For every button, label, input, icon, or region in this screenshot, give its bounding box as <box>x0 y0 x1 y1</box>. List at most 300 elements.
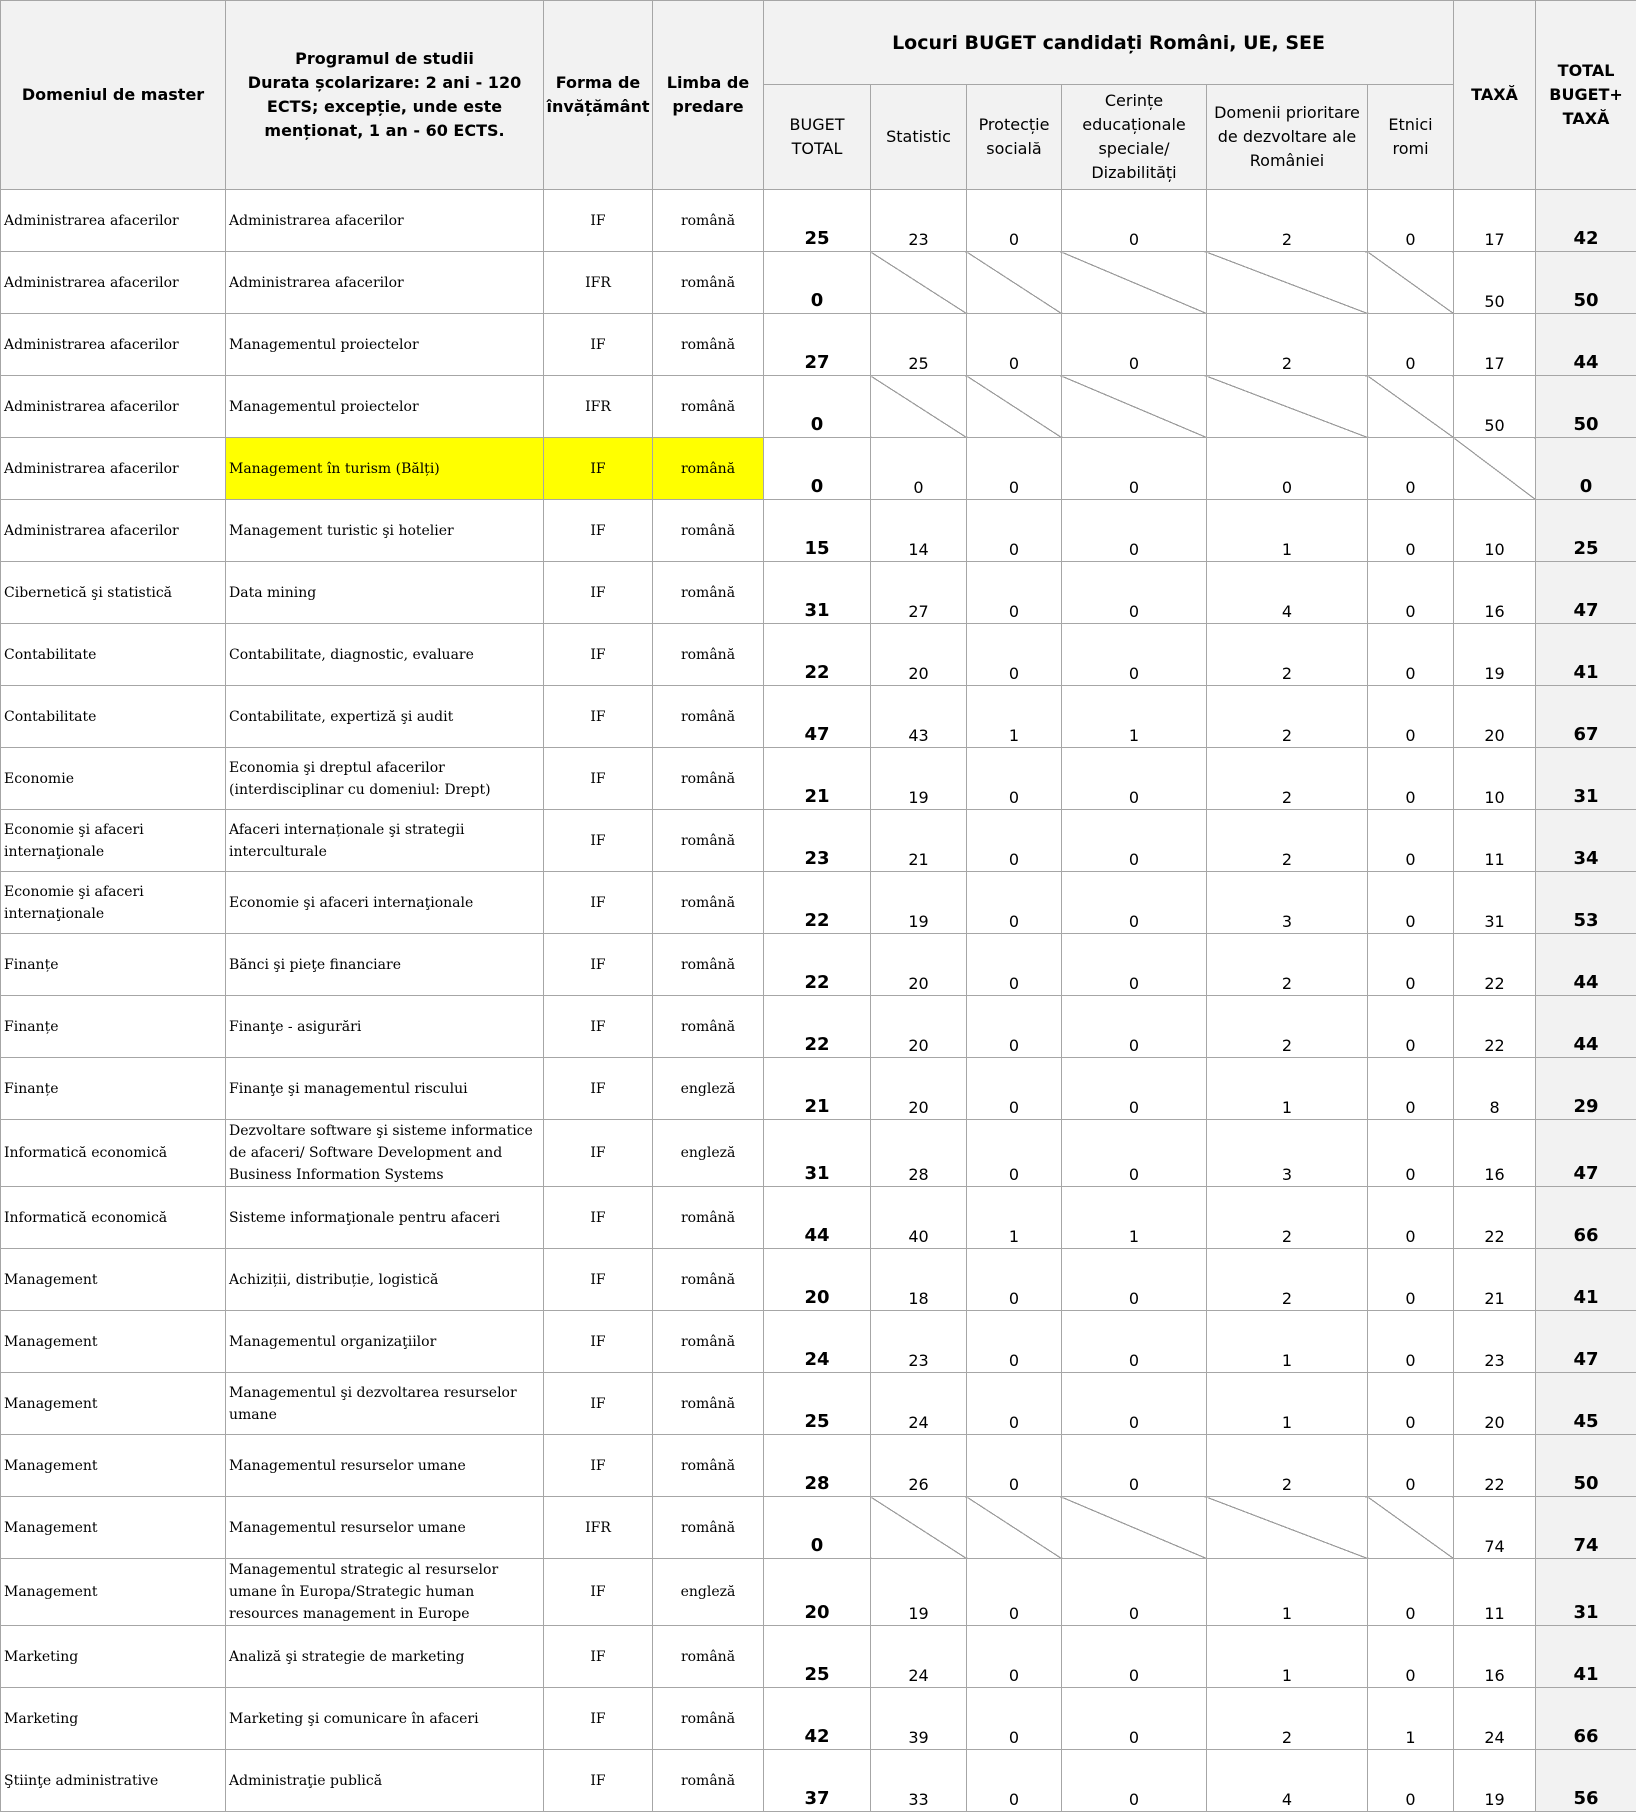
cell-budget-total: 21 <box>764 1058 871 1120</box>
cell-domain: Administrarea afacerilor <box>1 252 226 314</box>
cell-domain: Finanțe <box>1 1058 226 1120</box>
cell-fee: 20 <box>1454 1373 1536 1435</box>
table-row <box>1 1435 1636 1497</box>
cell-language: română <box>653 1688 764 1750</box>
cell-form: IF <box>544 1559 653 1626</box>
cell-grand-total: 44 <box>1536 314 1636 376</box>
cell-domain: Contabilitate <box>1 624 226 686</box>
cell-priority <box>1207 252 1368 314</box>
cell-priority: 1 <box>1207 1626 1368 1688</box>
cell-program: Managementul strategic al resurselor umane în Europa/Strategic human resources management in Europe <box>226 1559 544 1626</box>
cell-form: IF <box>544 748 653 810</box>
cell-priority: 0 <box>1207 438 1368 500</box>
cell-roma: 0 <box>1368 1187 1454 1249</box>
cell-budget-total: 27 <box>764 314 871 376</box>
cell-special: 0 <box>1062 1373 1207 1435</box>
cell-priority <box>1207 1497 1368 1559</box>
table-row <box>1 1626 1636 1688</box>
cell-statistic: 14 <box>871 500 967 562</box>
cell-language: română <box>653 996 764 1058</box>
cell-domain: Informatică economică <box>1 1120 226 1187</box>
cell-form: IF <box>544 1311 653 1373</box>
cell-language: engleză <box>653 1120 764 1187</box>
cell-domain: Administrarea afacerilor <box>1 190 226 252</box>
cell-domain: Management <box>1 1373 226 1435</box>
cell-statistic: 24 <box>871 1373 967 1435</box>
cell-roma: 0 <box>1368 872 1454 934</box>
table-row <box>1 748 1636 810</box>
cell-form: IF <box>544 500 653 562</box>
cell-social: 0 <box>967 1688 1062 1750</box>
cell-language: engleză <box>653 1058 764 1120</box>
table-row <box>1 810 1636 872</box>
cell-language: română <box>653 1626 764 1688</box>
cell-form: IF <box>544 1750 653 1812</box>
cell-program: Management în turism (Bălți) <box>226 438 544 500</box>
cell-budget-total: 0 <box>764 376 871 438</box>
cell-special: 0 <box>1062 500 1207 562</box>
cell-roma: 0 <box>1368 748 1454 810</box>
cell-budget-total: 15 <box>764 500 871 562</box>
table-row <box>1 376 1636 438</box>
table-row <box>1 1120 1636 1187</box>
cell-grand-total: 31 <box>1536 748 1636 810</box>
cell-special: 0 <box>1062 748 1207 810</box>
cell-grand-total: 29 <box>1536 1058 1636 1120</box>
cell-fee: 50 <box>1454 252 1536 314</box>
cell-grand-total: 66 <box>1536 1688 1636 1750</box>
cell-domain: Informatică economică <box>1 1187 226 1249</box>
cell-language: română <box>653 314 764 376</box>
header-budget-group: Locuri BUGET candidați Români, UE, SEE <box>764 1 1454 85</box>
cell-social: 1 <box>967 1187 1062 1249</box>
cell-fee: 19 <box>1454 624 1536 686</box>
cell-social: 0 <box>967 624 1062 686</box>
cell-grand-total: 42 <box>1536 190 1636 252</box>
cell-fee: 11 <box>1454 1559 1536 1626</box>
cell-fee: 22 <box>1454 996 1536 1058</box>
cell-domain: Marketing <box>1 1688 226 1750</box>
cell-domain: Administrarea afacerilor <box>1 500 226 562</box>
table-row <box>1 1750 1636 1812</box>
cell-priority: 2 <box>1207 1688 1368 1750</box>
cell-language: română <box>653 686 764 748</box>
cell-priority: 2 <box>1207 748 1368 810</box>
cell-roma: 0 <box>1368 562 1454 624</box>
cell-program: Managementul resurselor umane <box>226 1497 544 1559</box>
cell-domain: Management <box>1 1311 226 1373</box>
cell-fee: 22 <box>1454 934 1536 996</box>
cell-language: română <box>653 1497 764 1559</box>
cell-budget-total: 20 <box>764 1559 871 1626</box>
cell-form: IF <box>544 190 653 252</box>
cell-budget-total: 24 <box>764 1311 871 1373</box>
cell-form: IF <box>544 1373 653 1435</box>
cell-statistic: 0 <box>871 438 967 500</box>
cell-priority <box>1207 376 1368 438</box>
cell-fee: 50 <box>1454 376 1536 438</box>
table-row <box>1 1187 1636 1249</box>
cell-statistic: 19 <box>871 748 967 810</box>
cell-form: IFR <box>544 376 653 438</box>
cell-language: română <box>653 500 764 562</box>
cell-domain: Economie şi afaceri internaţionale <box>1 872 226 934</box>
cell-social: 0 <box>967 748 1062 810</box>
cell-social: 0 <box>967 1249 1062 1311</box>
cell-domain: Management <box>1 1435 226 1497</box>
table-row <box>1 1688 1636 1750</box>
cell-form: IF <box>544 1058 653 1120</box>
cell-budget-total: 20 <box>764 1249 871 1311</box>
cell-statistic: 25 <box>871 314 967 376</box>
cell-roma: 0 <box>1368 686 1454 748</box>
cell-priority: 3 <box>1207 1120 1368 1187</box>
cell-program: Administraţie publică <box>226 1750 544 1812</box>
cell-budget-total: 37 <box>764 1750 871 1812</box>
cell-domain: Finanțe <box>1 934 226 996</box>
cell-form: IF <box>544 314 653 376</box>
cell-grand-total: 47 <box>1536 562 1636 624</box>
cell-grand-total: 25 <box>1536 500 1636 562</box>
table-row <box>1 1497 1636 1559</box>
cell-form: IF <box>544 562 653 624</box>
cell-language: română <box>653 376 764 438</box>
cell-program: Economia şi dreptul afacerilor (interdisciplinar cu domeniul: Drept) <box>226 748 544 810</box>
header-program <box>226 1 544 190</box>
cell-form: IF <box>544 872 653 934</box>
cell-grand-total: 47 <box>1536 1311 1636 1373</box>
cell-roma: 0 <box>1368 1311 1454 1373</box>
cell-priority: 2 <box>1207 1249 1368 1311</box>
cell-domain: Cibernetică şi statistică <box>1 562 226 624</box>
cell-statistic: 19 <box>871 872 967 934</box>
cell-language: română <box>653 562 764 624</box>
cell-special: 1 <box>1062 686 1207 748</box>
cell-grand-total: 41 <box>1536 1249 1636 1311</box>
cell-program: Sisteme informaţionale pentru afaceri <box>226 1187 544 1249</box>
cell-fee: 16 <box>1454 562 1536 624</box>
cell-grand-total: 0 <box>1536 438 1636 500</box>
cell-roma: 0 <box>1368 1750 1454 1812</box>
cell-language: română <box>653 624 764 686</box>
cell-program: Contabilitate, diagnostic, evaluare <box>226 624 544 686</box>
cell-roma: 0 <box>1368 1058 1454 1120</box>
cell-form: IF <box>544 1435 653 1497</box>
cell-social: 0 <box>967 872 1062 934</box>
cell-social <box>967 1497 1062 1559</box>
header-fee: TAXĂ <box>1454 1 1536 190</box>
table-row <box>1 500 1636 562</box>
cell-budget-total: 22 <box>764 624 871 686</box>
cell-grand-total: 53 <box>1536 872 1636 934</box>
cell-statistic <box>871 252 967 314</box>
cell-domain: Economie şi afaceri internaţionale <box>1 810 226 872</box>
cell-language: română <box>653 252 764 314</box>
cell-social: 0 <box>967 1559 1062 1626</box>
cell-form: IF <box>544 1249 653 1311</box>
cell-budget-total: 21 <box>764 748 871 810</box>
cell-special: 0 <box>1062 314 1207 376</box>
cell-roma: 0 <box>1368 1626 1454 1688</box>
cell-priority: 2 <box>1207 624 1368 686</box>
table-row <box>1 562 1636 624</box>
cell-statistic: 21 <box>871 810 967 872</box>
header-program-note: Durata școlarizare: 2 ani - 120 ECTS; excepție, unde este menționat, 1 an - 60 ECTS. <box>226 71 543 143</box>
cell-special: 0 <box>1062 1559 1207 1626</box>
cell-language: română <box>653 872 764 934</box>
cell-priority: 1 <box>1207 1559 1368 1626</box>
cell-social: 0 <box>967 1626 1062 1688</box>
cell-language: română <box>653 1249 764 1311</box>
cell-roma: 0 <box>1368 1435 1454 1497</box>
cell-fee: 16 <box>1454 1626 1536 1688</box>
cell-language: română <box>653 1750 764 1812</box>
cell-social: 0 <box>967 1373 1062 1435</box>
cell-language: engleză <box>653 1559 764 1626</box>
cell-statistic: 20 <box>871 624 967 686</box>
table-row <box>1 624 1636 686</box>
cell-domain: Management <box>1 1497 226 1559</box>
cell-statistic <box>871 376 967 438</box>
cell-social <box>967 376 1062 438</box>
cell-social: 0 <box>967 1311 1062 1373</box>
cell-statistic: 39 <box>871 1688 967 1750</box>
cell-domain: Finanțe <box>1 996 226 1058</box>
cell-special: 0 <box>1062 1249 1207 1311</box>
cell-form: IFR <box>544 1497 653 1559</box>
cell-program: Administrarea afacerilor <box>226 190 544 252</box>
cell-budget-total: 0 <box>764 252 871 314</box>
cell-fee: 31 <box>1454 872 1536 934</box>
header-social: Protecție socială <box>967 85 1062 190</box>
cell-language: română <box>653 810 764 872</box>
cell-form: IF <box>544 810 653 872</box>
cell-roma: 0 <box>1368 1249 1454 1311</box>
cell-budget-total: 42 <box>764 1688 871 1750</box>
cell-priority: 2 <box>1207 314 1368 376</box>
cell-fee: 21 <box>1454 1249 1536 1311</box>
cell-fee <box>1454 438 1536 500</box>
cell-language: română <box>653 438 764 500</box>
cell-social: 0 <box>967 1058 1062 1120</box>
cell-special: 0 <box>1062 1435 1207 1497</box>
cell-budget-total: 31 <box>764 562 871 624</box>
cell-fee: 23 <box>1454 1311 1536 1373</box>
cell-budget-total: 47 <box>764 686 871 748</box>
header-roma: Etnici romi <box>1368 85 1454 190</box>
cell-fee: 24 <box>1454 1688 1536 1750</box>
cell-program: Economie şi afaceri internaţionale <box>226 872 544 934</box>
cell-social <box>967 252 1062 314</box>
cell-domain: Ştiinţe administrative <box>1 1750 226 1812</box>
cell-statistic: 26 <box>871 1435 967 1497</box>
cell-priority: 2 <box>1207 996 1368 1058</box>
cell-special: 0 <box>1062 438 1207 500</box>
cell-budget-total: 0 <box>764 438 871 500</box>
cell-social: 0 <box>967 562 1062 624</box>
cell-roma: 0 <box>1368 1559 1454 1626</box>
cell-special: 0 <box>1062 934 1207 996</box>
cell-program: Finanţe - asigurări <box>226 996 544 1058</box>
table-row <box>1 314 1636 376</box>
table-body <box>1 190 1636 1812</box>
header-domain: Domeniul de master <box>1 1 226 190</box>
cell-form: IF <box>544 624 653 686</box>
cell-special: 0 <box>1062 872 1207 934</box>
cell-grand-total: 66 <box>1536 1187 1636 1249</box>
cell-social: 1 <box>967 686 1062 748</box>
cell-grand-total: 45 <box>1536 1373 1636 1435</box>
cell-statistic: 18 <box>871 1249 967 1311</box>
cell-roma: 0 <box>1368 1120 1454 1187</box>
cell-budget-total: 25 <box>764 1373 871 1435</box>
cell-program: Bănci şi pieţe financiare <box>226 934 544 996</box>
table-row <box>1 934 1636 996</box>
cell-roma <box>1368 1497 1454 1559</box>
cell-statistic: 40 <box>871 1187 967 1249</box>
cell-grand-total: 44 <box>1536 934 1636 996</box>
cell-priority: 2 <box>1207 810 1368 872</box>
table-header <box>1 1 1636 190</box>
cell-form: IF <box>544 1688 653 1750</box>
cell-special: 0 <box>1062 190 1207 252</box>
cell-roma <box>1368 252 1454 314</box>
cell-roma: 0 <box>1368 934 1454 996</box>
header-priority: Domenii prioritare de dezvoltare ale României <box>1207 85 1368 190</box>
cell-program: Contabilitate, expertiză şi audit <box>226 686 544 748</box>
cell-priority: 3 <box>1207 872 1368 934</box>
cell-form: IF <box>544 1120 653 1187</box>
cell-fee: 16 <box>1454 1120 1536 1187</box>
cell-statistic: 23 <box>871 1311 967 1373</box>
cell-special: 0 <box>1062 1120 1207 1187</box>
cell-grand-total: 74 <box>1536 1497 1636 1559</box>
cell-fee: 22 <box>1454 1435 1536 1497</box>
cell-social: 0 <box>967 1750 1062 1812</box>
cell-grand-total: 41 <box>1536 1626 1636 1688</box>
cell-statistic: 28 <box>871 1120 967 1187</box>
table-row <box>1 1559 1636 1626</box>
cell-special: 0 <box>1062 562 1207 624</box>
cell-language: română <box>653 1187 764 1249</box>
cell-fee: 17 <box>1454 314 1536 376</box>
cell-grand-total: 50 <box>1536 376 1636 438</box>
cell-program: Managementul resurselor umane <box>226 1435 544 1497</box>
cell-statistic <box>871 1497 967 1559</box>
cell-special <box>1062 1497 1207 1559</box>
cell-roma: 0 <box>1368 1373 1454 1435</box>
cell-priority: 1 <box>1207 1373 1368 1435</box>
cell-budget-total: 25 <box>764 190 871 252</box>
cell-budget-total: 22 <box>764 934 871 996</box>
cell-fee: 17 <box>1454 190 1536 252</box>
cell-form: IFR <box>544 252 653 314</box>
cell-domain: Management <box>1 1249 226 1311</box>
cell-budget-total: 31 <box>764 1120 871 1187</box>
cell-grand-total: 50 <box>1536 252 1636 314</box>
cell-priority: 4 <box>1207 562 1368 624</box>
cell-fee: 10 <box>1454 500 1536 562</box>
cell-priority: 1 <box>1207 500 1368 562</box>
cell-roma: 0 <box>1368 996 1454 1058</box>
cell-priority: 1 <box>1207 1058 1368 1120</box>
table-row <box>1 252 1636 314</box>
cell-special <box>1062 252 1207 314</box>
cell-priority: 2 <box>1207 1187 1368 1249</box>
cell-language: română <box>653 190 764 252</box>
cell-special <box>1062 376 1207 438</box>
cell-program: Administrarea afacerilor <box>226 252 544 314</box>
cell-domain: Marketing <box>1 1626 226 1688</box>
cell-budget-total: 23 <box>764 810 871 872</box>
cell-roma: 0 <box>1368 438 1454 500</box>
cell-roma: 0 <box>1368 314 1454 376</box>
cell-grand-total: 44 <box>1536 996 1636 1058</box>
cell-program: Managementul proiectelor <box>226 376 544 438</box>
cell-special: 0 <box>1062 1688 1207 1750</box>
cell-statistic: 27 <box>871 562 967 624</box>
cell-fee: 22 <box>1454 1187 1536 1249</box>
cell-domain: Administrarea afacerilor <box>1 438 226 500</box>
header-budget-total: BUGET TOTAL <box>764 85 871 190</box>
cell-grand-total: 34 <box>1536 810 1636 872</box>
cell-social: 0 <box>967 500 1062 562</box>
cell-budget-total: 22 <box>764 996 871 1058</box>
cell-roma <box>1368 376 1454 438</box>
cell-special: 0 <box>1062 1058 1207 1120</box>
cell-statistic: 20 <box>871 934 967 996</box>
cell-program: Management turistic şi hotelier <box>226 500 544 562</box>
cell-statistic: 23 <box>871 190 967 252</box>
cell-domain: Contabilitate <box>1 686 226 748</box>
cell-grand-total: 47 <box>1536 1120 1636 1187</box>
header-grand-total: TOTAL BUGET+ TAXĂ <box>1536 1 1636 190</box>
cell-form: IF <box>544 1626 653 1688</box>
cell-form: IF <box>544 996 653 1058</box>
cell-grand-total: 56 <box>1536 1750 1636 1812</box>
cell-program: Managementul proiectelor <box>226 314 544 376</box>
cell-priority: 2 <box>1207 686 1368 748</box>
cell-priority: 2 <box>1207 1435 1368 1497</box>
cell-fee: 20 <box>1454 686 1536 748</box>
table-row <box>1 1058 1636 1120</box>
cell-special: 0 <box>1062 1750 1207 1812</box>
cell-priority: 2 <box>1207 934 1368 996</box>
cell-statistic: 33 <box>871 1750 967 1812</box>
cell-statistic: 19 <box>871 1559 967 1626</box>
cell-form: IF <box>544 1187 653 1249</box>
cell-roma: 0 <box>1368 190 1454 252</box>
header-form: Forma de învățământ <box>544 1 653 190</box>
cell-roma: 0 <box>1368 500 1454 562</box>
cell-budget-total: 28 <box>764 1435 871 1497</box>
cell-budget-total: 22 <box>764 872 871 934</box>
cell-program: Analiză şi strategie de marketing <box>226 1626 544 1688</box>
cell-statistic: 20 <box>871 1058 967 1120</box>
table-row <box>1 1373 1636 1435</box>
table-row <box>1 190 1636 252</box>
table-row <box>1 872 1636 934</box>
cell-social: 0 <box>967 810 1062 872</box>
header-program-title: Programul de studii <box>226 47 543 71</box>
cell-roma: 0 <box>1368 624 1454 686</box>
cell-fee: 19 <box>1454 1750 1536 1812</box>
cell-social: 0 <box>967 438 1062 500</box>
cell-domain: Management <box>1 1559 226 1626</box>
cell-special: 0 <box>1062 1626 1207 1688</box>
cell-form: IF <box>544 686 653 748</box>
cell-program: Achiziții, distribuție, logistică <box>226 1249 544 1311</box>
